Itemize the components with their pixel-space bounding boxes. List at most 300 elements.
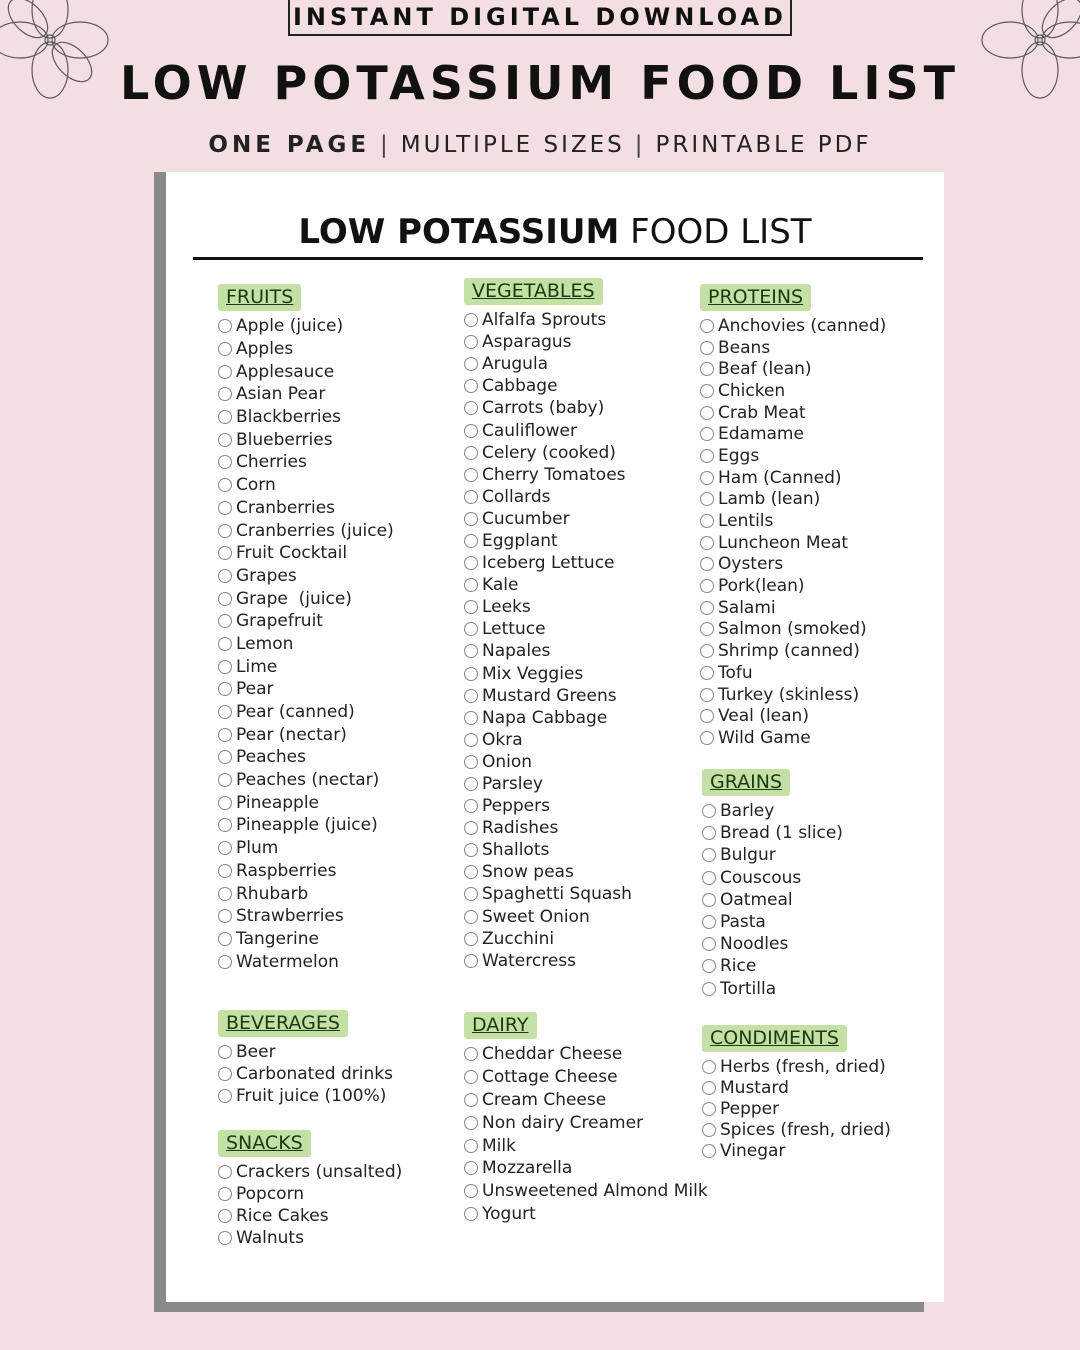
- food-item-label: Lettuce: [482, 619, 546, 640]
- subtitle-separator: |: [380, 132, 391, 158]
- food-item-label: Carrots (baby): [482, 398, 605, 419]
- food-item[interactable]: [218, 406, 394, 429]
- food-item[interactable]: [218, 882, 394, 905]
- checkbox-circle-icon[interactable]: [218, 501, 232, 515]
- section-dairy: [464, 1012, 708, 1225]
- food-item[interactable]: [218, 451, 394, 474]
- food-item[interactable]: [700, 597, 886, 619]
- section-proteins: [700, 284, 886, 749]
- checkbox-circle-icon[interactable]: [702, 871, 716, 885]
- food-item-label: Okra: [482, 729, 523, 750]
- checkbox-circle-icon[interactable]: [700, 579, 714, 593]
- checkbox-circle-icon[interactable]: [702, 982, 716, 996]
- food-item-label: Spaghetti Squash: [482, 884, 632, 905]
- checkbox-circle-icon[interactable]: [218, 478, 232, 492]
- food-item[interactable]: [218, 610, 394, 633]
- food-item[interactable]: [702, 955, 843, 977]
- checkbox-circle-icon[interactable]: [464, 689, 478, 703]
- checkbox-circle-icon[interactable]: [700, 319, 714, 333]
- food-item[interactable]: [464, 530, 632, 552]
- food-item[interactable]: [464, 861, 632, 883]
- food-item[interactable]: [464, 419, 632, 441]
- food-item[interactable]: [700, 554, 886, 576]
- food-item-label: Crackers (unsalted): [236, 1162, 403, 1182]
- food-item[interactable]: [702, 1098, 891, 1119]
- checkbox-circle-icon[interactable]: [464, 821, 478, 835]
- food-item[interactable]: [464, 1043, 708, 1066]
- checkbox-circle-icon[interactable]: [702, 937, 716, 951]
- food-item[interactable]: [464, 618, 632, 640]
- checkbox-circle-icon[interactable]: [464, 1207, 478, 1221]
- food-item-label: Bulgur: [720, 845, 776, 866]
- food-item[interactable]: [218, 860, 394, 883]
- food-item-label: Leeks: [482, 597, 531, 618]
- checkbox-circle-icon[interactable]: [700, 492, 714, 506]
- food-item[interactable]: [464, 817, 632, 839]
- food-item-label: Oysters: [718, 554, 784, 575]
- food-item[interactable]: [700, 619, 886, 641]
- food-item[interactable]: [464, 1203, 708, 1226]
- food-item-label: Luncheon Meat: [718, 532, 849, 553]
- checkbox-circle-icon[interactable]: [218, 319, 232, 333]
- food-item[interactable]: [218, 633, 394, 656]
- food-item[interactable]: [218, 1205, 402, 1227]
- food-item[interactable]: [464, 442, 632, 464]
- food-item-label: Pineapple: [236, 792, 320, 813]
- food-item[interactable]: [218, 338, 394, 361]
- checkbox-circle-icon[interactable]: [464, 622, 478, 636]
- food-item-label: Non dairy Creamer: [482, 1112, 644, 1133]
- checkbox-circle-icon[interactable]: [702, 848, 716, 862]
- section-heading-grains: GRAINS: [702, 769, 790, 796]
- food-item-label: Pear (canned): [236, 702, 355, 723]
- checkbox-circle-icon[interactable]: [700, 709, 714, 723]
- checkbox-circle-icon[interactable]: [218, 1067, 232, 1081]
- checkbox-circle-icon[interactable]: [464, 1184, 478, 1198]
- checkbox-circle-icon[interactable]: [218, 1045, 232, 1059]
- food-item-label: Alfalfa Sprouts: [482, 310, 607, 331]
- section-heading-condiments: CONDIMENTS: [702, 1025, 847, 1052]
- checkbox-circle-icon[interactable]: [218, 1209, 232, 1223]
- food-item-label: Wild Game: [718, 727, 811, 748]
- food-item[interactable]: [702, 844, 843, 866]
- food-item[interactable]: [464, 883, 632, 905]
- food-item[interactable]: [464, 331, 632, 353]
- food-item[interactable]: [702, 800, 843, 822]
- checkbox-circle-icon[interactable]: [700, 688, 714, 702]
- food-item[interactable]: [218, 791, 394, 814]
- food-item-label: Lemon: [236, 633, 294, 654]
- page-title-rest: FOOD LIST: [619, 212, 812, 252]
- food-item-label: Pear (nectar): [236, 724, 347, 745]
- checkbox-circle-icon[interactable]: [464, 843, 478, 857]
- food-item-label: Apple (juice): [236, 316, 344, 337]
- checkbox-circle-icon[interactable]: [700, 384, 714, 398]
- checkbox-circle-icon[interactable]: [464, 777, 478, 791]
- checkbox-circle-icon[interactable]: [464, 954, 478, 968]
- food-item[interactable]: [702, 1056, 891, 1077]
- checkbox-circle-icon[interactable]: [464, 335, 478, 349]
- checkbox-circle-icon[interactable]: [702, 1081, 716, 1095]
- food-item[interactable]: [218, 474, 394, 497]
- food-item-label: Cranberries: [236, 497, 336, 518]
- food-item[interactable]: [464, 1066, 708, 1089]
- checkbox-circle-icon[interactable]: [702, 1102, 716, 1116]
- food-item[interactable]: [464, 353, 632, 375]
- food-item[interactable]: [702, 933, 843, 955]
- checkbox-circle-icon[interactable]: [218, 569, 232, 583]
- checkbox-circle-icon[interactable]: [464, 512, 478, 526]
- subtitle: [0, 132, 1080, 158]
- food-item[interactable]: [464, 839, 632, 861]
- food-item[interactable]: [218, 1085, 393, 1107]
- food-item[interactable]: [464, 1111, 708, 1134]
- food-item-label: Cream Cheese: [482, 1089, 607, 1110]
- checkbox-circle-icon[interactable]: [702, 1123, 716, 1137]
- food-item[interactable]: [218, 1183, 402, 1205]
- checkbox-circle-icon[interactable]: [700, 449, 714, 463]
- food-item-label: Pineapple (juice): [236, 815, 378, 836]
- food-item[interactable]: [464, 906, 632, 928]
- checkbox-circle-icon[interactable]: [702, 915, 716, 929]
- subtitle-separator: |: [634, 132, 646, 158]
- checkbox-circle-icon[interactable]: [464, 534, 478, 548]
- section-heading-snacks: SNACKS: [218, 1130, 311, 1157]
- checkbox-circle-icon[interactable]: [218, 592, 232, 606]
- food-item[interactable]: [700, 423, 886, 445]
- checkbox-circle-icon[interactable]: [464, 1161, 478, 1175]
- checkbox-circle-icon[interactable]: [218, 1231, 232, 1245]
- food-item[interactable]: [464, 773, 632, 795]
- food-item[interactable]: [700, 445, 886, 467]
- food-item-label: Corn: [236, 475, 276, 496]
- checkbox-circle-icon[interactable]: [700, 731, 714, 745]
- food-item[interactable]: [218, 360, 394, 383]
- food-item[interactable]: [700, 510, 886, 532]
- subtitle-multiple-sizes: MULTIPLE SIZES: [400, 132, 625, 158]
- food-item-label: Rice: [720, 956, 757, 977]
- food-item-label: Fruit Cocktail: [236, 543, 348, 564]
- checkbox-circle-icon[interactable]: [218, 546, 232, 560]
- food-item[interactable]: [218, 1161, 402, 1183]
- checkbox-circle-icon[interactable]: [218, 365, 232, 379]
- section-heading-beverages: BEVERAGES: [218, 1010, 348, 1037]
- checkbox-circle-icon[interactable]: [218, 524, 232, 538]
- food-item[interactable]: [218, 1041, 393, 1063]
- food-item[interactable]: [464, 1089, 708, 1112]
- checkbox-circle-icon[interactable]: [218, 1187, 232, 1201]
- food-item-label: Onion: [482, 751, 533, 772]
- food-item-label: Eggplant: [482, 530, 558, 551]
- checkbox-circle-icon[interactable]: [464, 556, 478, 570]
- checkbox-circle-icon[interactable]: [700, 341, 714, 355]
- checkbox-circle-icon[interactable]: [700, 536, 714, 550]
- food-item-label: Mix Veggies: [482, 663, 584, 684]
- section-heading-vegetables: VEGETABLES: [464, 278, 603, 305]
- food-item-label: Beans: [718, 337, 771, 358]
- checkbox-circle-icon[interactable]: [464, 1139, 478, 1153]
- food-item[interactable]: [702, 1120, 891, 1141]
- checkbox-circle-icon[interactable]: [464, 446, 478, 460]
- food-item[interactable]: [218, 587, 394, 610]
- checkbox-circle-icon[interactable]: [700, 557, 714, 571]
- checkbox-circle-icon[interactable]: [464, 401, 478, 415]
- food-item[interactable]: [702, 1077, 891, 1098]
- checkbox-circle-icon[interactable]: [464, 667, 478, 681]
- food-item[interactable]: [218, 315, 394, 338]
- checkbox-circle-icon[interactable]: [464, 357, 478, 371]
- food-item[interactable]: [218, 1227, 402, 1249]
- food-item[interactable]: [702, 911, 843, 933]
- food-item[interactable]: [700, 727, 886, 749]
- checkbox-circle-icon[interactable]: [218, 410, 232, 424]
- food-item[interactable]: [700, 575, 886, 597]
- checkbox-circle-icon[interactable]: [218, 660, 232, 674]
- checkbox-circle-icon[interactable]: [464, 799, 478, 813]
- food-item[interactable]: [700, 705, 886, 727]
- checkbox-circle-icon[interactable]: [702, 1144, 716, 1158]
- subtitle-printable-pdf: PRINTABLE PDF: [655, 132, 872, 158]
- food-item-label: Grapes: [236, 565, 297, 586]
- checkbox-circle-icon[interactable]: [700, 601, 714, 615]
- checkbox-circle-icon[interactable]: [702, 959, 716, 973]
- food-item-label: Ham (Canned): [718, 467, 842, 488]
- food-item-label: Carbonated drinks: [236, 1064, 393, 1084]
- food-item[interactable]: [218, 497, 394, 520]
- section-heading-proteins: PROTEINS: [700, 284, 811, 311]
- checkbox-circle-icon[interactable]: [218, 614, 232, 628]
- checkbox-circle-icon[interactable]: [218, 1165, 232, 1179]
- food-item-label: Beaf (lean): [718, 359, 812, 380]
- food-item[interactable]: [700, 532, 886, 554]
- food-item[interactable]: [700, 684, 886, 706]
- food-item[interactable]: [700, 337, 886, 359]
- checkbox-circle-icon[interactable]: [464, 600, 478, 614]
- checkbox-circle-icon[interactable]: [464, 1116, 478, 1130]
- food-item-label: Anchovies (canned): [718, 315, 887, 336]
- checkbox-circle-icon[interactable]: [700, 644, 714, 658]
- food-item-label: Shallots: [482, 840, 550, 861]
- food-item[interactable]: [218, 905, 394, 928]
- checkbox-circle-icon[interactable]: [218, 682, 232, 696]
- checkbox-circle-icon[interactable]: [464, 424, 478, 438]
- food-item-label: Pear: [236, 679, 274, 700]
- food-item-label: Raspberries: [236, 860, 337, 881]
- food-item[interactable]: [464, 729, 632, 751]
- subtitle-one-page: ONE PAGE: [208, 132, 371, 158]
- checkbox-circle-icon[interactable]: [218, 342, 232, 356]
- food-item-label: Mustard: [720, 1077, 789, 1098]
- checkbox-circle-icon[interactable]: [218, 455, 232, 469]
- food-item[interactable]: [464, 640, 632, 662]
- food-item-label: Radishes: [482, 818, 559, 839]
- food-item[interactable]: [464, 574, 632, 596]
- food-item-label: Napa Cabbage: [482, 707, 608, 728]
- food-item[interactable]: [464, 751, 632, 773]
- checkbox-circle-icon[interactable]: [218, 773, 232, 787]
- food-item[interactable]: [218, 565, 394, 588]
- checkbox-circle-icon[interactable]: [218, 841, 232, 855]
- checkbox-circle-icon[interactable]: [700, 666, 714, 680]
- food-item[interactable]: [700, 315, 886, 337]
- food-item[interactable]: [700, 402, 886, 424]
- food-item-label: Cucumber: [482, 508, 570, 529]
- checkbox-circle-icon[interactable]: [218, 387, 232, 401]
- food-item[interactable]: [464, 795, 632, 817]
- checkbox-circle-icon[interactable]: [464, 932, 478, 946]
- food-item-label: Watercress: [482, 950, 577, 971]
- food-item[interactable]: [700, 640, 886, 662]
- food-item[interactable]: [218, 678, 394, 701]
- food-item[interactable]: [464, 1157, 708, 1180]
- food-item[interactable]: [464, 1180, 708, 1203]
- checkbox-circle-icon[interactable]: [218, 637, 232, 651]
- food-item[interactable]: [464, 309, 632, 331]
- food-item[interactable]: [464, 464, 632, 486]
- food-item[interactable]: [702, 978, 843, 1000]
- checkbox-circle-icon[interactable]: [702, 1060, 716, 1074]
- checkbox-circle-icon[interactable]: [700, 622, 714, 636]
- food-item[interactable]: [702, 889, 843, 911]
- food-item[interactable]: [218, 814, 394, 837]
- food-item-label: Cabbage: [482, 376, 558, 397]
- food-item-label: Sweet Onion: [482, 906, 590, 927]
- food-item[interactable]: [218, 928, 394, 951]
- food-item[interactable]: [218, 428, 394, 451]
- food-item[interactable]: [218, 1063, 393, 1085]
- checkbox-circle-icon[interactable]: [464, 865, 478, 879]
- food-item[interactable]: [464, 707, 632, 729]
- checkbox-circle-icon[interactable]: [464, 468, 478, 482]
- food-item-label: Peaches (nectar): [236, 770, 380, 791]
- food-item-label: Peppers: [482, 796, 550, 817]
- food-item-label: Walnuts: [236, 1228, 304, 1248]
- main-title: LOW POTASSIUM FOOD LIST: [120, 56, 960, 110]
- food-item[interactable]: [218, 950, 394, 973]
- food-item[interactable]: [464, 1134, 708, 1157]
- food-item-label: Plum: [236, 838, 279, 859]
- checkbox-circle-icon[interactable]: [218, 705, 232, 719]
- food-item-label: Collards: [482, 486, 551, 507]
- food-item[interactable]: [700, 358, 886, 380]
- food-item-label: Fruit juice (100%): [236, 1086, 387, 1106]
- checkbox-circle-icon[interactable]: [464, 887, 478, 901]
- checkbox-circle-icon[interactable]: [464, 1093, 478, 1107]
- section-vegetables: [464, 278, 632, 972]
- food-item[interactable]: [218, 519, 394, 542]
- checkbox-circle-icon[interactable]: [464, 490, 478, 504]
- checkbox-circle-icon[interactable]: [700, 406, 714, 420]
- page-title: [166, 212, 944, 252]
- checkbox-circle-icon[interactable]: [464, 711, 478, 725]
- food-item[interactable]: [218, 769, 394, 792]
- food-item-label: Mustard Greens: [482, 685, 617, 706]
- section-beverages: [218, 1010, 393, 1107]
- checkbox-circle-icon[interactable]: [464, 578, 478, 592]
- checkbox-circle-icon[interactable]: [700, 471, 714, 485]
- food-item[interactable]: [464, 685, 632, 707]
- food-item[interactable]: [702, 867, 843, 889]
- food-item-label: Lentils: [718, 511, 774, 532]
- food-item[interactable]: [464, 397, 632, 419]
- food-item[interactable]: [464, 596, 632, 618]
- checkbox-circle-icon[interactable]: [218, 909, 232, 923]
- checkbox-circle-icon[interactable]: [464, 644, 478, 658]
- food-item[interactable]: [218, 701, 394, 724]
- food-item-label: Cherry Tomatoes: [482, 464, 626, 485]
- food-item[interactable]: [464, 486, 632, 508]
- food-item[interactable]: [700, 489, 886, 511]
- checkbox-circle-icon[interactable]: [700, 427, 714, 441]
- checkbox-circle-icon[interactable]: [702, 826, 716, 840]
- checkbox-circle-icon[interactable]: [464, 910, 478, 924]
- food-item[interactable]: [218, 542, 394, 565]
- food-item[interactable]: [218, 383, 394, 406]
- food-item-label: Celery (cooked): [482, 442, 616, 463]
- food-item-label: Couscous: [720, 867, 802, 888]
- checkbox-circle-icon[interactable]: [464, 733, 478, 747]
- food-item[interactable]: [464, 508, 632, 530]
- checkbox-circle-icon[interactable]: [218, 955, 232, 969]
- checkbox-circle-icon[interactable]: [218, 887, 232, 901]
- food-item-label: Snow peas: [482, 862, 574, 883]
- food-item[interactable]: [218, 723, 394, 746]
- food-item[interactable]: [700, 380, 886, 402]
- title-divider: [193, 257, 923, 260]
- food-item-label: Salmon (smoked): [718, 619, 867, 640]
- food-item-label: Asparagus: [482, 332, 572, 353]
- food-item-label: Pepper: [720, 1098, 780, 1119]
- checkbox-circle-icon[interactable]: [702, 893, 716, 907]
- food-item[interactable]: [218, 837, 394, 860]
- food-item[interactable]: [218, 746, 394, 769]
- food-item-label: Herbs (fresh, dried): [720, 1056, 886, 1077]
- checkbox-circle-icon[interactable]: [218, 864, 232, 878]
- checkbox-circle-icon[interactable]: [464, 379, 478, 393]
- checkbox-circle-icon[interactable]: [218, 932, 232, 946]
- food-item-label: Strawberries: [236, 906, 344, 927]
- food-item[interactable]: [218, 655, 394, 678]
- checkbox-circle-icon[interactable]: [700, 362, 714, 376]
- checkbox-circle-icon[interactable]: [218, 433, 232, 447]
- food-item[interactable]: [700, 662, 886, 684]
- section-fruits: [218, 284, 394, 973]
- checkbox-circle-icon[interactable]: [702, 804, 716, 818]
- food-item-label: Pasta: [720, 912, 766, 933]
- food-item-label: Lime: [236, 656, 278, 677]
- food-item[interactable]: [464, 950, 632, 972]
- food-item[interactable]: [464, 928, 632, 950]
- food-item[interactable]: [700, 467, 886, 489]
- food-item-label: Grapefruit: [236, 611, 323, 632]
- checkbox-circle-icon[interactable]: [218, 1089, 232, 1103]
- food-item[interactable]: [464, 552, 632, 574]
- section-condiments: [702, 1025, 891, 1162]
- food-item[interactable]: [464, 375, 632, 397]
- food-item[interactable]: [702, 1141, 891, 1162]
- checkbox-circle-icon[interactable]: [218, 728, 232, 742]
- checkbox-circle-icon[interactable]: [464, 755, 478, 769]
- checkbox-circle-icon[interactable]: [700, 514, 714, 528]
- checkbox-circle-icon[interactable]: [218, 750, 232, 764]
- checkbox-circle-icon[interactable]: [218, 796, 232, 810]
- checkbox-circle-icon[interactable]: [218, 818, 232, 832]
- checkbox-circle-icon[interactable]: [464, 313, 478, 327]
- food-item[interactable]: [702, 822, 843, 844]
- checkbox-circle-icon[interactable]: [464, 1070, 478, 1084]
- checkbox-circle-icon[interactable]: [464, 1047, 478, 1061]
- food-item[interactable]: [464, 663, 632, 685]
